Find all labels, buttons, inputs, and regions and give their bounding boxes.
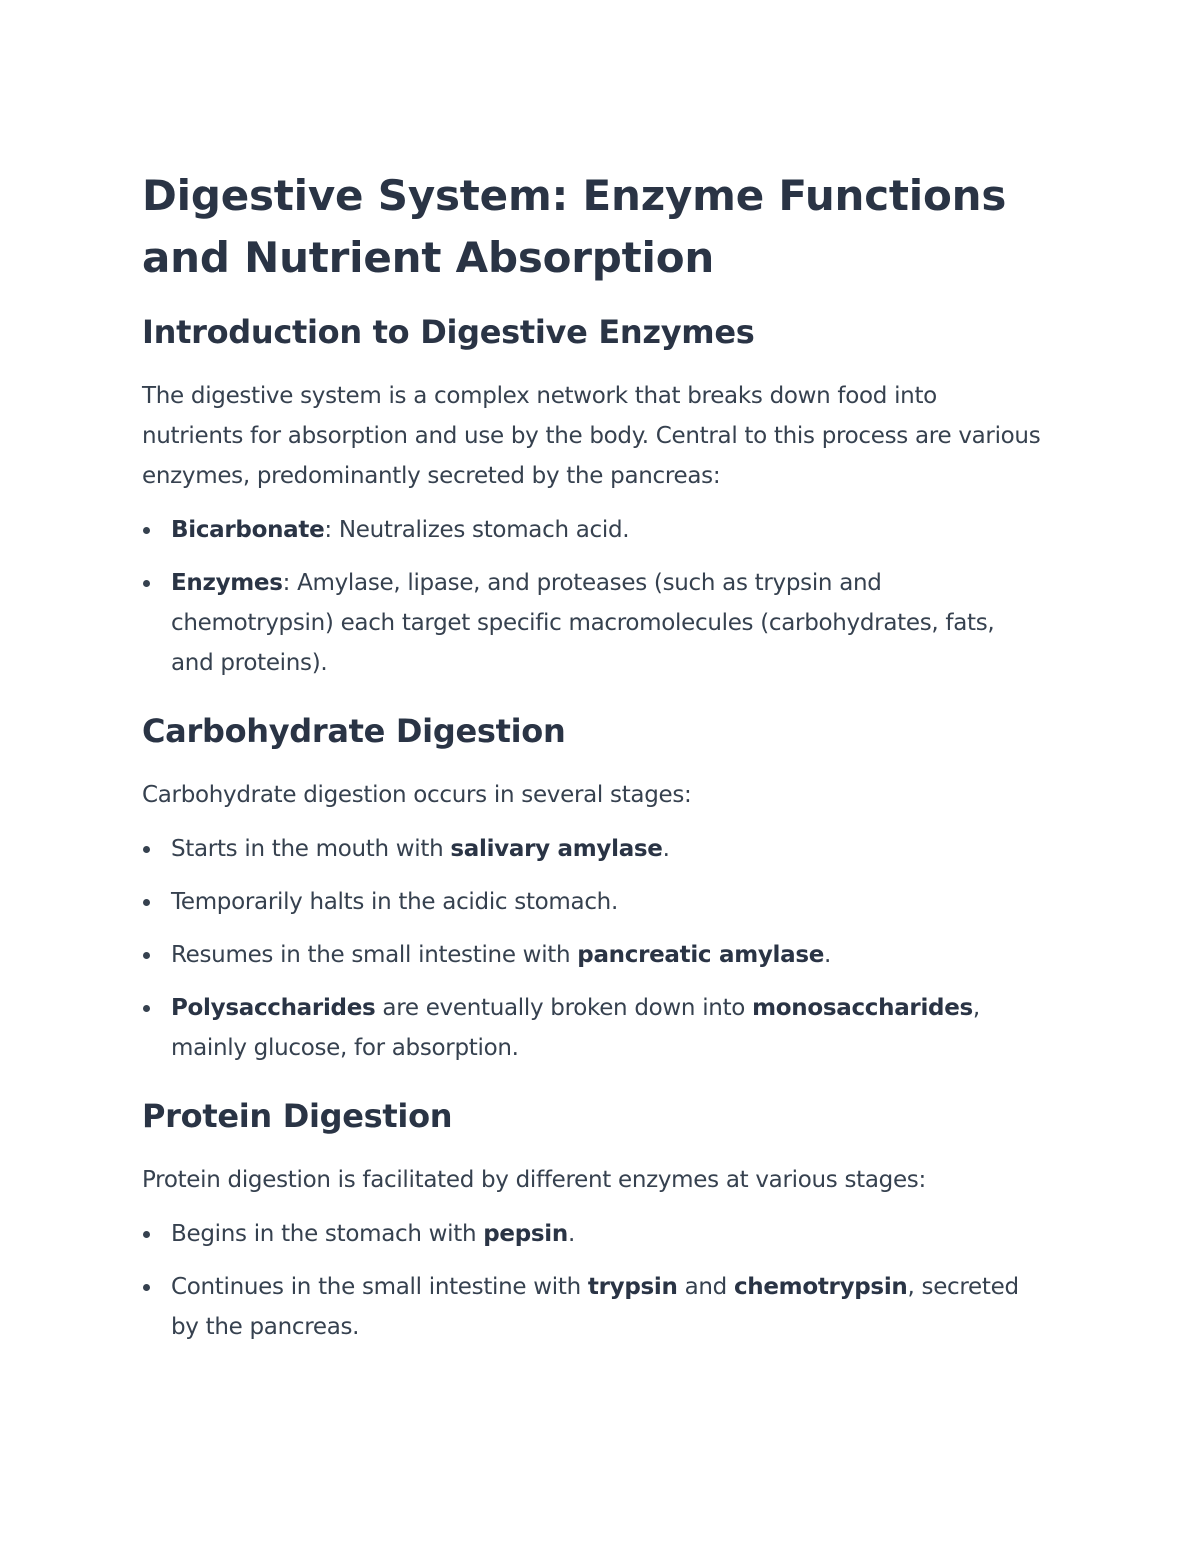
list-item-text: Continues in the small intestine with	[171, 1274, 588, 1300]
list-item	[142, 882, 1042, 922]
bullet-list	[142, 829, 1042, 1068]
list-item-text: , secreted by the pancreas.	[171, 1274, 1019, 1340]
list-item-text: Begins in the stomach with	[171, 1221, 484, 1247]
section-heading-carbohydrate: Carbohydrate Digestion	[142, 712, 566, 750]
list-item-text: .	[567, 1221, 575, 1247]
list-item-text: .	[662, 836, 670, 862]
list-item	[142, 935, 1042, 975]
list-item	[142, 1214, 1042, 1254]
bullet-list	[142, 510, 1042, 683]
bold-term: pepsin	[483, 1221, 568, 1247]
list-item-text: : Neutralizes stomach acid.	[324, 517, 630, 543]
list-item-text: Starts in the mouth with	[171, 836, 451, 862]
section-heading-introduction: Introduction to Digestive Enzymes	[142, 313, 755, 351]
list-item-text: are eventually broken down into	[375, 995, 753, 1021]
list-item-text: .	[824, 942, 832, 968]
list-item	[142, 829, 1042, 869]
bold-term: pancreatic amylase	[577, 942, 825, 968]
list-item	[142, 1267, 1042, 1347]
list-item-text: , mainly glucose, for absorption.	[171, 995, 980, 1061]
bold-term: Bicarbonate	[171, 517, 325, 543]
list-item	[142, 988, 1042, 1068]
section-intro-paragraph: Carbohydrate digestion occurs in several stages:	[142, 782, 692, 808]
section-heading-protein: Protein Digestion	[142, 1097, 453, 1135]
bold-term: salivary amylase	[450, 836, 663, 862]
bold-term: trypsin	[587, 1274, 678, 1300]
bold-term: Polysaccharides	[171, 995, 376, 1021]
list-item-text: Temporarily halts in the acidic stomach.	[171, 889, 618, 915]
list-item	[142, 510, 1042, 550]
bold-term: chemotrypsin	[733, 1274, 908, 1300]
list-item	[142, 563, 1042, 683]
list-item-text: Resumes in the small intestine with	[171, 942, 578, 968]
page-title: Digestive System: Enzyme Functions and Nutrient Absorption	[142, 171, 1007, 282]
document-page	[142, 165, 1042, 1347]
bold-term: monosaccharides	[752, 995, 973, 1021]
bullet-list	[142, 1214, 1042, 1347]
list-item-text: and	[677, 1274, 734, 1300]
bold-term: Enzymes	[171, 570, 283, 596]
list-item-text: : Amylase, lipase, and proteases (such as trypsin and chemotrypsin) each target specific macromolecules (carbohydrates, fats, and proteins).	[171, 570, 995, 676]
section-intro-paragraph: The digestive system is a complex network that breaks down food into nutrients for absorption and use by the body. Central to this process are various enzymes, predominantly secreted by the pancreas:	[142, 383, 1041, 489]
section-intro-paragraph: Protein digestion is facilitated by different enzymes at various stages:	[142, 1167, 926, 1193]
